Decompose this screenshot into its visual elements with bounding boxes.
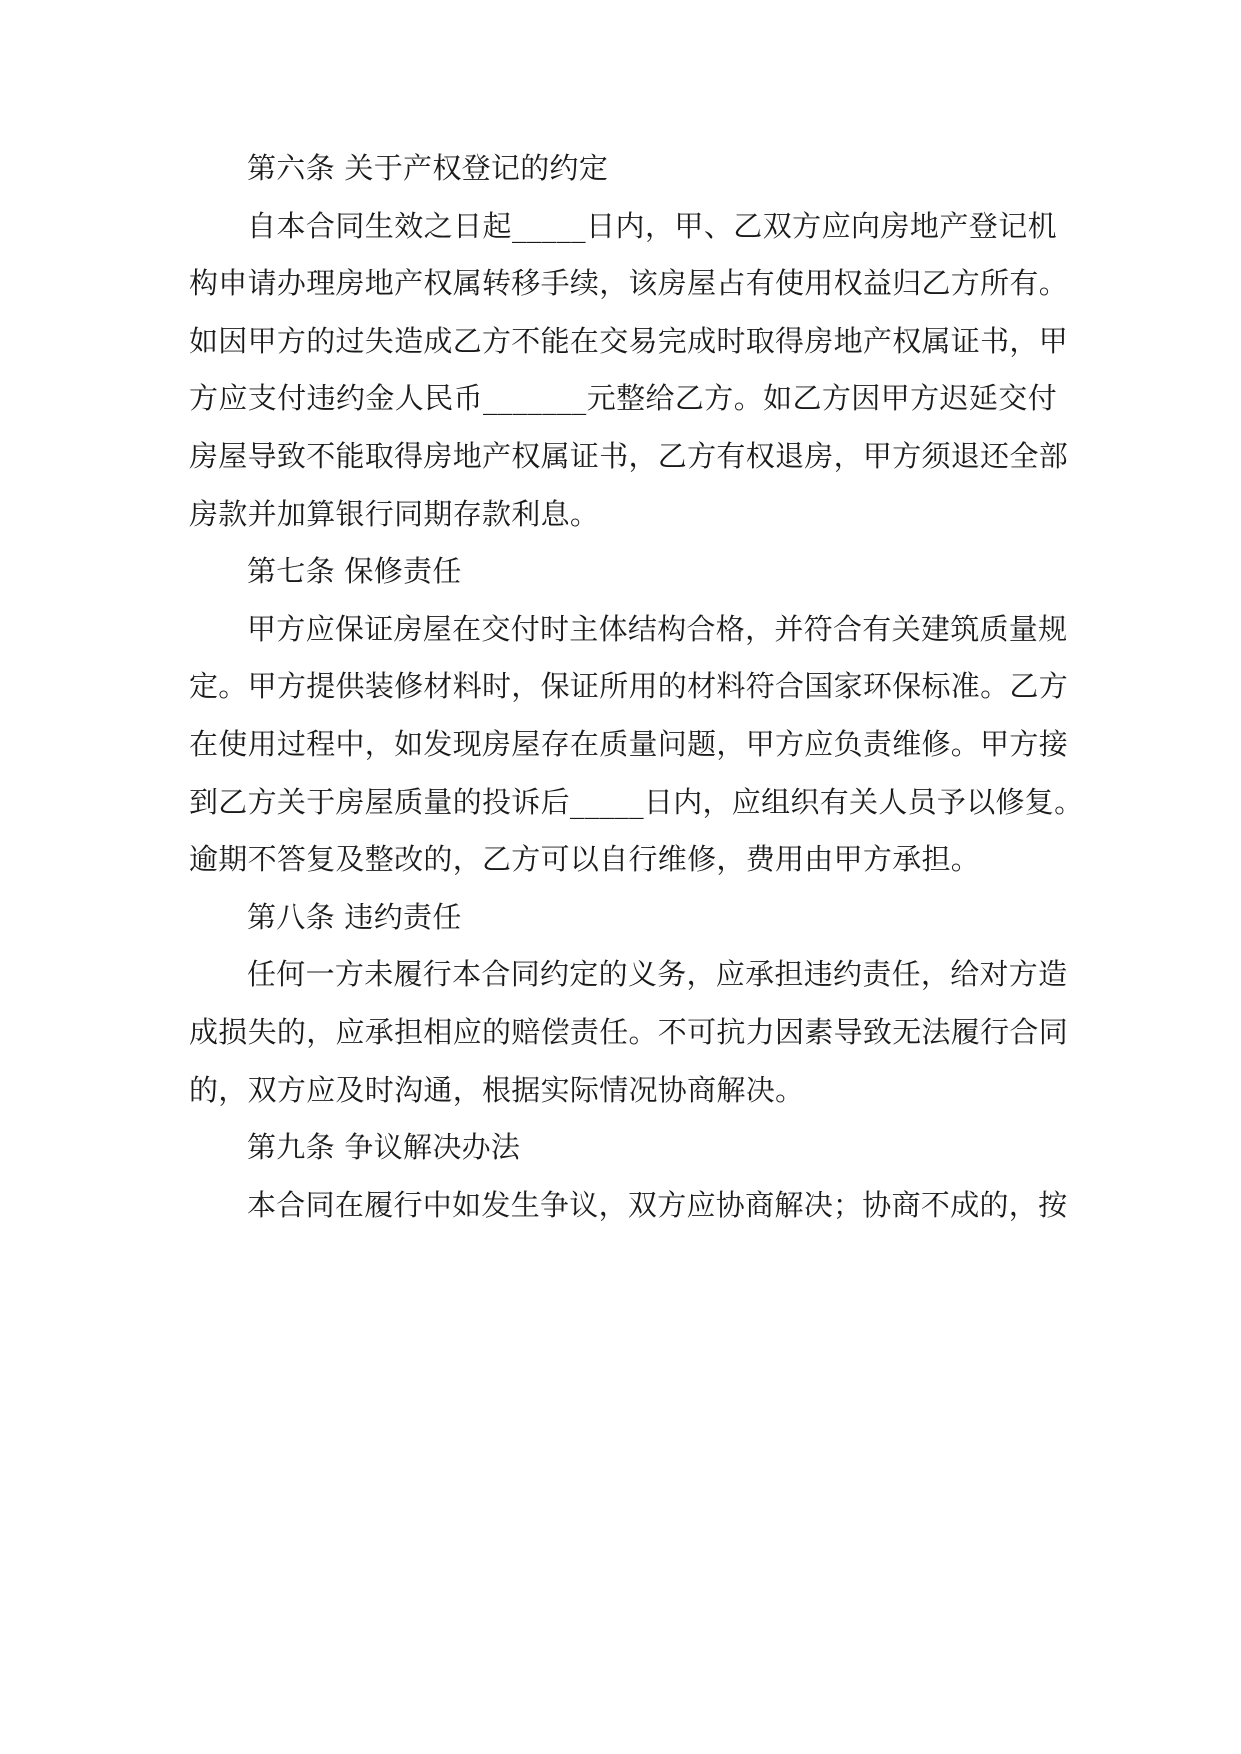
paragraph-line: 如因甲方的过失造成乙方不能在交易完成时取得房地产权属证书，甲: [189, 323, 1069, 358]
paragraph-line: 自本合同生效之日起_____日内，甲、乙双方应向房地产登记机: [247, 208, 1057, 243]
paragraph-line: 构申请办理房地产权属转移手续，该房屋占有使用权益归乙方所有。: [189, 266, 1069, 301]
paragraph-line: 本合同在履行中如发生争议，双方应协商解决；协商不成的，按: [247, 1187, 1068, 1222]
paragraph-line: 逾期不答复及整改的，乙方可以自行维修，费用由甲方承担。: [189, 842, 981, 877]
article-heading: 第八条 违约责任: [247, 899, 462, 934]
paragraph-line: 任何一方未履行本合同约定的义务，应承担违约责任，给对方造: [247, 957, 1068, 992]
paragraph-line: 的，双方应及时沟通，根据实际情况协商解决。: [189, 1072, 805, 1107]
article-heading: 第九条 争议解决办法: [247, 1130, 521, 1165]
article-7: [189, 543, 1084, 889]
article-9: [189, 1119, 1068, 1234]
contract-body: [189, 140, 1084, 1234]
article-6: [189, 140, 1069, 543]
paragraph-line: 甲方应保证房屋在交付时主体结构合格，并符合有关建筑质量规: [247, 611, 1068, 646]
paragraph-line: 定。甲方提供装修材料时，保证所用的材料符合国家环保标准。乙方: [189, 669, 1069, 704]
article-heading: 第六条 关于产权登记的约定: [247, 151, 609, 185]
article-heading: 第七条 保修责任: [247, 554, 462, 589]
paragraph-line: 到乙方关于房屋质量的投诉后_____日内，应组织有关人员予以修复。: [189, 784, 1084, 819]
paragraph-line: 房款并加算银行同期存款利息。: [189, 496, 600, 531]
article-8: [189, 889, 1069, 1119]
paragraph-line: 房屋导致不能取得房地产权属证书，乙方有权退房，甲方须退还全部: [189, 438, 1069, 473]
paragraph-line: 方应支付违约金人民币_______元整给乙方。如乙方因甲方迟延交付: [189, 381, 1057, 416]
paragraph-line: 在使用过程中，如发现房屋存在质量问题，甲方应负责维修。甲方接: [189, 726, 1069, 761]
paragraph-line: 成损失的，应承担相应的赔偿责任。不可抗力因素导致无法履行合同: [189, 1014, 1069, 1049]
